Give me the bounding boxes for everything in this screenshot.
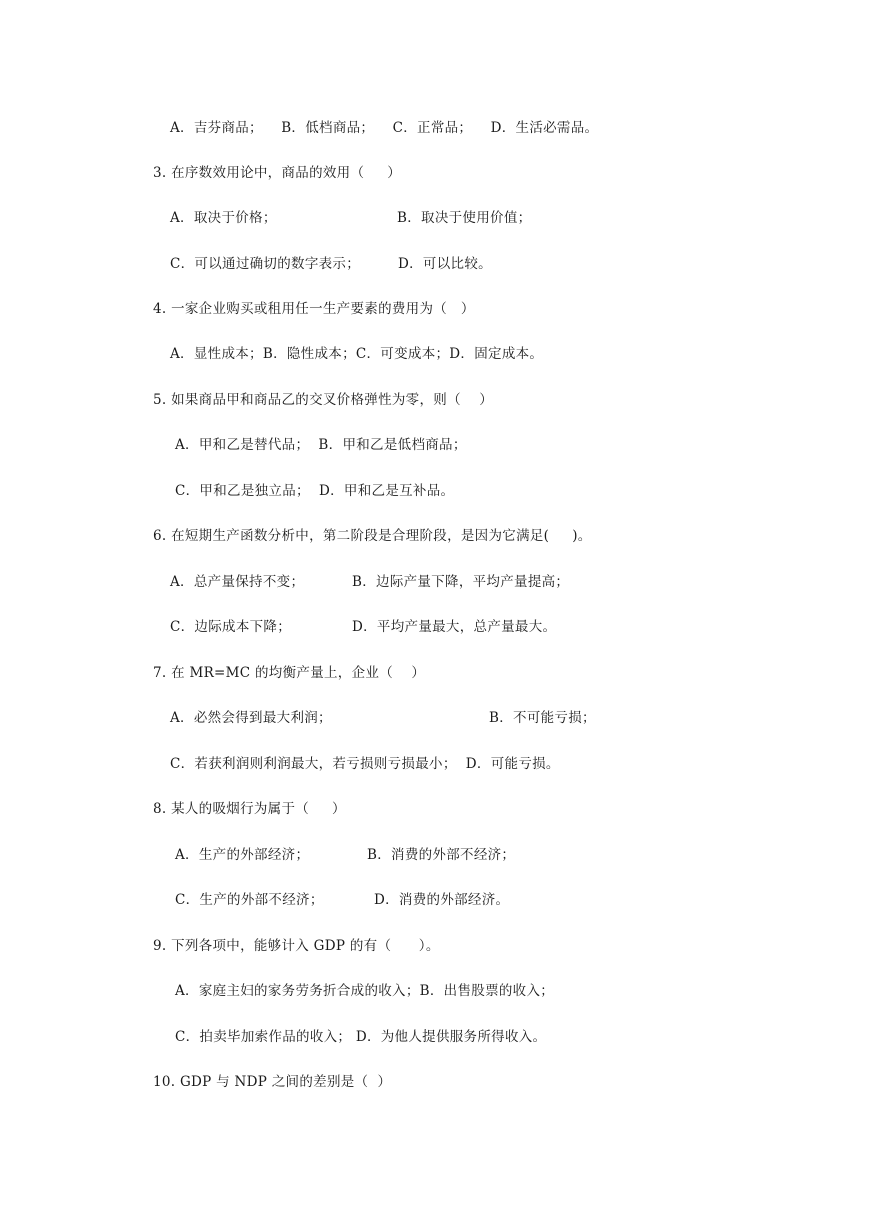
q8-option-b: B．消费的外部不经济； (367, 847, 516, 863)
q8-option-a: A．生产的外部经济； (175, 847, 310, 863)
q10-question: 10. GDP 与 NDP 之间的差别是（ ） (153, 1074, 392, 1090)
q9-question: 9. 下列各项中，能够计入 GDP 的有（ ）。 (153, 938, 440, 954)
q3-question: 3. 在序数效用论中，商品的效用（ ） (153, 165, 402, 181)
q3-option-d: D．可以比较。 (398, 256, 492, 272)
q8-option-c: C．生产的外部不经济； (175, 892, 324, 908)
q8-option-d: D．消费的外部经济。 (374, 892, 510, 908)
q9-options-cd: C．拍卖毕加索作品的收入； D．为他人提供服务所得收入。 (175, 1029, 547, 1045)
q6-option-a: A．总产量保持不变； (170, 574, 305, 590)
q7-option-b: B．不可能亏损； (489, 710, 596, 726)
q4-question: 4. 一家企业购买或租用任一生产要素的费用为（ ） (153, 301, 475, 317)
q9-options-ab: A．家庭主妇的家务劳务折合成的收入；B．出售股票的收入； (175, 983, 555, 999)
q7-options-cd: C．若获利润则利润最大，若亏损则亏损最小； D．可能亏损。 (170, 756, 560, 772)
q5-question: 5. 如果商品甲和商品乙的交叉价格弹性为零，则（ ） (153, 392, 494, 408)
q6-option-b: B．边际产量下降，平均产量提高； (352, 574, 570, 590)
q6-question: 6. 在短期生产函数分析中，第二阶段是合理阶段，是因为它满足( )。 (153, 528, 592, 544)
q8-question: 8. 某人的吸烟行为属于（ ） (153, 801, 346, 817)
q2-options: A．吉芬商品； B．低档商品； C．正常品； D．生活必需品。 (170, 120, 599, 136)
q6-option-d: D．平均产量最大，总产量最大。 (352, 619, 557, 635)
q3-option-c: C．可以通过确切的数字表示； (170, 256, 361, 272)
q4-options: A．显性成本；B．隐性成本；C．可变成本；D．固定成本。 (170, 346, 544, 362)
q5-options-ab: A．甲和乙是替代品； B．甲和乙是低档商品； (175, 437, 467, 453)
q5-options-cd: C．甲和乙是独立品； D．甲和乙是互补品。 (175, 483, 455, 499)
q6-option-c: C．边际成本下降； (170, 619, 292, 635)
q7-option-a: A．必然会得到最大利润； (170, 710, 332, 726)
q3-option-b: B．取决于使用价值； (397, 210, 532, 226)
q7-question: 7. 在 MR=MC 的均衡产量上，企业（ ） (153, 665, 426, 681)
q3-option-a: A．取决于价格； (170, 210, 277, 226)
